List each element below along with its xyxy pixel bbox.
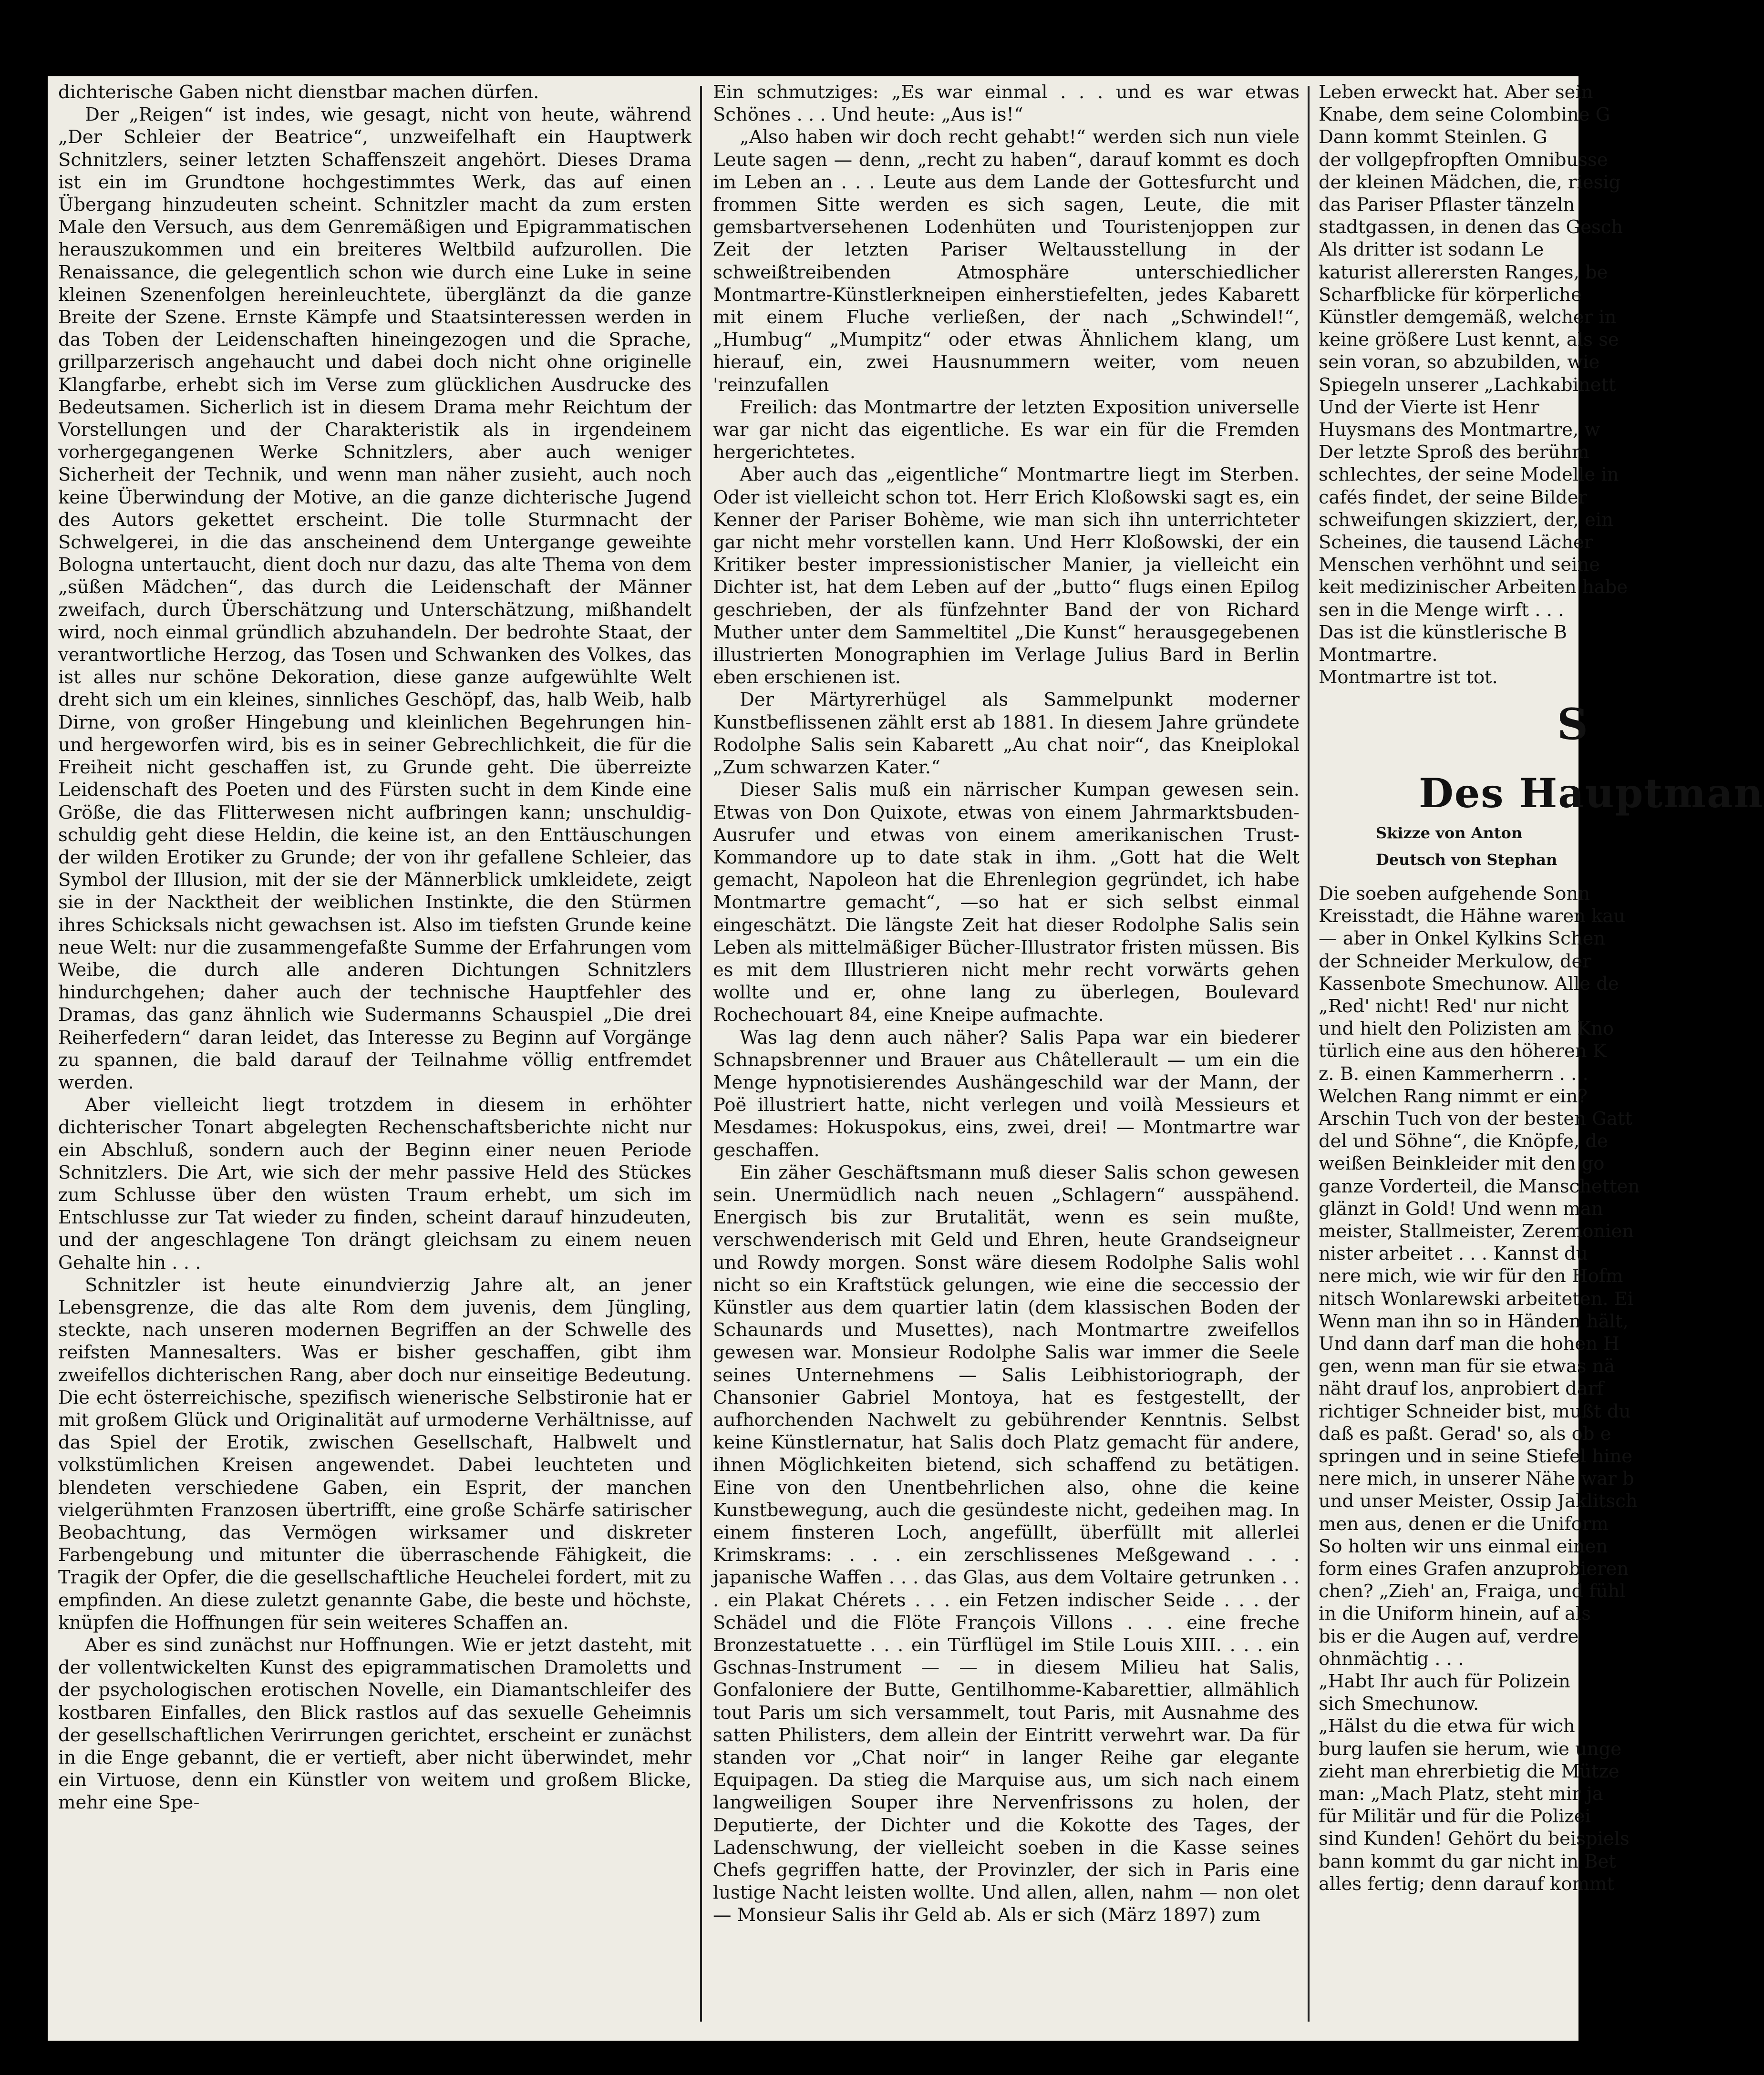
text-line: keine größere Lust kennt, als se bbox=[1319, 329, 1619, 351]
text-line: Huysmans des Montmartre, w bbox=[1319, 419, 1600, 441]
text-line: der kleinen Mädchen, die, riesig bbox=[1319, 171, 1621, 193]
text-line: Knabe, dem seine Colombine G bbox=[1319, 104, 1610, 126]
paragraph: Freilich: das Montmartre der letzten Exposition universelle war gar nicht das eigentliche. Es war ein für die Fremden hergerichtetes. bbox=[713, 396, 1300, 463]
text-line: Spiegeln unserer „Lachkabinett bbox=[1319, 374, 1616, 396]
text-line: sen in die Menge wirft . . . bbox=[1319, 599, 1564, 621]
paragraph: Schnitzler ist heute einundvierzig Jahre alt, an jener Lebensgrenze, die das alte Rom dem juvenis, dem Jüngling, steckte, nach unseren modernen Begriffen an der Schwelle des reifsten Mannesalters. Was er bisher geschaffen, gibt ihm zweifellos dichterischen Rang, aber doch nur einseitige Bedeutung. Die echt österreichische, spezifisch wienerische Selbstironie hat er mit großem Glück und Originalität auf urmoderne Verhältnisse, auf das Spiel der Erotik, zwischen Gesellschaft, Halbwelt und volkstümlichen Kreisen angewendet. Dabei leuchteten und blendeten verschiedene Gaben, ein Esprit, der manchen vielgerühmten Franzosen übertrifft, eine große Schärfe satirischer Beobachtung, das Vermögen wirksamer und diskreter Farbengebung und mitunter die überraschende Fähigkeit, die Tragik der Opfer, die die gesellschaftliche Heuchelei fordert, mit zu empfinden. An diese zuletzt genannte Gabe, die beste und höchste, knüpfen die Hoffnungen für sein weiteres Schaffen an. bbox=[58, 1274, 691, 1633]
newspaper-page bbox=[48, 76, 1764, 2041]
text-line: sind Kunden! Gehört du beispiels bbox=[1319, 1828, 1630, 1850]
text-line: Künstler demgemäß, welcher in bbox=[1319, 307, 1617, 329]
column-right bbox=[1314, 81, 1764, 2026]
text-line: cafés findet, der seine Bilder bbox=[1319, 486, 1587, 508]
text-line: sein voran, so abzubilden, wie bbox=[1319, 351, 1600, 373]
text-line: „Hälst du die etwa für wich bbox=[1319, 1715, 1575, 1737]
text-line: für Militär und für die Polizei bbox=[1319, 1806, 1591, 1828]
text-line: in die Uniform hinein, auf als bbox=[1319, 1603, 1591, 1625]
text-line: der vollgepfropften Omnibusse bbox=[1319, 149, 1608, 171]
section-initial: S bbox=[1557, 699, 1588, 750]
column-divider bbox=[1308, 86, 1310, 2022]
text-line: sich Smechunow. bbox=[1319, 1693, 1479, 1715]
text-line: Welchen Rang nimmt er ein? bbox=[1319, 1085, 1588, 1107]
text-line: stadtgassen, in denen das Gesch bbox=[1319, 216, 1623, 238]
text-line: nister arbeitet . . . Kannst du bbox=[1319, 1243, 1588, 1265]
text-line: schweifungen skizziert, der, ein bbox=[1319, 509, 1613, 531]
paragraph: dichterische Gaben nicht dienstbar machen dürfen. bbox=[58, 82, 539, 103]
text-line: Als dritter ist sodann Le bbox=[1319, 239, 1544, 261]
text-line: Die soeben aufgehende Sonn bbox=[1319, 883, 1590, 904]
text-line: glänzt in Gold! Und wenn man bbox=[1319, 1198, 1603, 1220]
text-line: weißen Beinkleider mit den go bbox=[1319, 1153, 1605, 1175]
text-line: Scharfblicke für körperliche bbox=[1319, 284, 1582, 306]
article-byline: Skizze von Anton bbox=[1376, 824, 1523, 842]
paragraph: Dieser Salis muß ein närrischer Kumpan gewesen sein. Etwas von Don Quixote, etwas von einem Jahrmarktsbuden-Ausrufer und etwas von einem amerikanischen Trust-Kommandore up to date stak in ihm. „Gott hat die Welt gemacht, Napoleon hat die Ehrenlegion gegründet, ich habe Montmartre gemacht“, —so hat er sich selbst einmal eingeschätzt. Die längste Zeit hat dieser Rodolphe Salis sein Leben als mittelmäßiger Bücher-Illustrator fristen müssen. Bis es mit dem Illustrieren nicht mehr recht vorwärts gehen wollte und er, ohne lang zu überlegen, Boulevard Rochechouart 84, eine Kneipe aufmachte. bbox=[713, 779, 1300, 1026]
text-line: ohnmächtig . . . bbox=[1319, 1648, 1464, 1670]
text-line: del und Söhne“, die Knöpfe, de bbox=[1319, 1130, 1608, 1152]
article-end-montmartre bbox=[1319, 81, 1628, 688]
article-body-hauptmann bbox=[1319, 883, 1640, 1895]
text-line: nere mich, wie wir für den Hofm bbox=[1319, 1265, 1623, 1287]
text-line: form eines Grafen anzuprobieren bbox=[1319, 1558, 1629, 1580]
text-line: springen und in seine Stiefel hine bbox=[1319, 1445, 1633, 1467]
text-line: das Pariser Pflaster tänzeln bbox=[1319, 194, 1575, 216]
text-line: — aber in Onkel Kylkins Schen bbox=[1319, 928, 1606, 950]
column-middle bbox=[708, 81, 1304, 2026]
text-line: schlechtes, der seine Modelle in bbox=[1319, 464, 1619, 486]
text-line: türlich eine aus den höheren K bbox=[1319, 1040, 1607, 1062]
paragraph: Aber vielleicht liegt trotzdem in diesem in erhöhter dichterischer Tonart abgelegten Rechenschaftsberichte nicht nur ein Abschluß, sondern auch der Beginn einer neuen Periode Schnitzlers. Die Art, wie sich der mehr passive Held des Stückes zum Schlusse über den wüsten Traum erhebt, um sich im Entschlusse zur Tat wieder zu finden, scheint darauf hinzudeuten, und der angeschlagene Ton drängt gleichsam zu einem neuen Gehalte hin . . . bbox=[58, 1094, 691, 1274]
text-line: Und dann darf man die hohen H bbox=[1319, 1333, 1620, 1355]
text-line: Arschin Tuch von der besten Gatt bbox=[1319, 1108, 1632, 1130]
text-line: und unser Meister, Ossip Jaklitsch bbox=[1319, 1490, 1638, 1512]
text-line: burg laufen sie herum, wie unge bbox=[1319, 1738, 1622, 1760]
text-line: Und der Vierte ist Henr bbox=[1319, 396, 1539, 418]
paragraph: Der Märtyrerhügel als Sammelpunkt moderner Kunstbeflissenen zählt erst ab 1881. In diesem Jahre gründete Rodolphe Salis sein Kabarett „Au chat noir“, das Kneiplokal „Zum schwarzen Kater.“ bbox=[713, 689, 1300, 779]
text-line: ganze Vorderteil, die Manschetten bbox=[1319, 1175, 1640, 1197]
text-line: bis er die Augen auf, verdre bbox=[1319, 1625, 1579, 1647]
text-line: Montmartre. bbox=[1319, 644, 1438, 666]
text-line: keit medizinischer Arbeiten habe bbox=[1319, 576, 1628, 598]
text-line: nitsch Wonlarewski arbeiteten. Ei bbox=[1319, 1288, 1634, 1310]
text-line: näht drauf los, anprobiert darf bbox=[1319, 1378, 1604, 1400]
paragraph: Aber es sind zunächst nur Hoffnungen. Wie er jetzt dasteht, mit der vollentwickelten Kunst des epigrammatischen Dramoletts und der psychologischen erotischen Novelle, ein Diamantschleifer des kostbaren Einfalles, den Blick rastlos auf das sexuelle Geheimnis der gesellschaftlichen Verirrungen gerichtet, erscheint er zunächst in die Enge gebannt, die er vertieft, aber nicht überwindet, mehr ein Virtuose, denn ein Künstler von weitem und großem Blicke, mehr eine Spe- bbox=[58, 1634, 691, 1814]
text-line: Menschen verhöhnt und seine bbox=[1319, 554, 1600, 576]
paragraph: Was lag denn auch näher? Salis Papa war ein biederer Schnapsbrenner und Brauer aus Châtellerault — um ein die Menge hypnotisierendes Aushängeschild war der Mann, der Poë illustriert hatte, nicht verlegen und voilà Messieurs et Mesdames: Hokuspokus, eins, zwei, drei! — Montmartre war geschaffen. bbox=[713, 1027, 1300, 1161]
text-line: der Schneider Merkulow, der bbox=[1319, 950, 1591, 972]
text-line: men aus, denen er die Uniform bbox=[1319, 1513, 1609, 1535]
text-line: Das ist die künstlerische B bbox=[1319, 621, 1567, 643]
text-line: richtiger Schneider bist, mußt du bbox=[1319, 1400, 1631, 1422]
text-line: daß es paßt. Gerad' so, als ob e bbox=[1319, 1423, 1611, 1445]
paragraph: Der „Reigen“ ist indes, wie gesagt, nicht von heute, während „Der Schleier der Beatrice“, unzweifelhaft ein Hauptwerk Schnitzlers, seiner letzten Schaffenszeit angehört. Dieses Drama ist ein im Grundtone hochgestimmtes Werk, das auf einen Übergang hinzudeuten scheint. Schnitzler macht da zum ersten Male den Versuch, aus dem Genremäßigen und Epigrammatischen herauszukommen und ein breiteres Weltbild aufzurollen. Die Renaissance, die gelegentlich schon wie durch eine Luke in seine kleinen Szenenfolgen hereinleuchtete, überglänzt da die ganze Breite der Szene. Ernste Kämpfe und Staatsinteressen werden in das Toben der Leidenschaften hineingezogen und die Sprache, grillparzerisch angehaucht und dabei doch nicht ohne originelle Klangfarbe, erhebt sich im Verse zum glücklichen Ausdrucke des Bedeutsamen. Sicherlich ist in diesem Drama mehr Reichtum der Vorstellungen und der Charakteristik als in irgendeinem vorhergegangenen Werke Schnitzlers, aber auch weniger Sicherheit der Technik, und wenn man näher zusieht, auch noch keine Überwindung der Motive, an die ganze dichterische Jugend des Autors gekettet erscheint. Die tolle Sturmnacht der Schwelgerei, in die das anscheinend dem Untergange geweihte Bologna untertaucht, dient doch nur dazu, das alte Thema von dem „süßen Mädchen“, das durch die Leidenschaft der Männer zweifach, durch Überschätzung und Unterschätzung, mißhandelt wird, noch einmal gründlich abzuhandeln. Der bedrohte Staat, der verantwortliche Herzog, das Tosen und Schwanken des Volkes, das ist alles nur schöne Dekoration, diese ganze aufgewühlte Welt dreht sich um ein kleines, sinnliches Geschöpf, das, halb Weib, halb Dirne, von großer Hingebung und kleinlichen Begehrungen hin- und hergeworfen wird, bis es in seiner Gebrechlichkeit, die für die Freiheit nicht geschaffen ist, zu Grunde geht. Die überreizte Leidenschaft des Poeten und des Fürsten sucht in dem Kinde eine Größe, die das Flitterwesen nicht aufbringen kann; unschuldig-schuldig geht diese Heldin, die keine ist, an den Enttäuschungen der wilden Erotiker zu Grunde; der von ihr gefallene Schleier, das Symbol der Illusion, mit der sie der Männerblick umkleidete, zeigt sie in der Nacktheit der weiblichen Instinkte, die den Stürmen ihres Schicksals nicht gewachsen ist. Also im tiefsten Grunde keine neue Welt: nur die zusammengefaßte Summe der Erfahrungen vom Weibe, die durch alle anderen Dichtungen Schnitzlers hindurchgehen; daher auch der technische Hauptfehler des Dramas, das ganz ähnlich wie Sudermanns Schauspiel „Die drei Reiherfedern“ daran leidet, das Interesse zu Beginn auf Vorgänge zu spannen, die bald darauf der Teilnahme völlig entfremdet werden. bbox=[58, 104, 691, 1093]
text-line: meister, Stallmeister, Zeremonien bbox=[1319, 1220, 1634, 1242]
text-line: und hielt den Polizisten am Kno bbox=[1319, 1018, 1614, 1040]
text-line: alles fertig; denn darauf kommt bbox=[1319, 1873, 1614, 1895]
text-line: Kreisstadt, die Hähne waren kau bbox=[1319, 905, 1626, 927]
text-line: Scheines, die tausend Lächer bbox=[1319, 532, 1593, 554]
text-line: man: „Mach Platz, steht mir ja bbox=[1319, 1783, 1603, 1805]
text-line: Montmartre ist tot. bbox=[1319, 667, 1498, 688]
paragraph: Ein schmutziges: „Es war einmal . . . und es war etwas Schönes . . . Und heute: „Aus is!“ bbox=[713, 82, 1300, 126]
text-line: Wenn man ihn so in Händen hält, bbox=[1319, 1310, 1629, 1332]
text-line: So holten wir uns einmal einen bbox=[1319, 1535, 1608, 1557]
paragraph: Aber auch das „eigentliche“ Montmartre liegt im Sterben. Oder ist vielleicht schon tot. Herr Erich Kloßowski sagt es, ein Kenner der Pariser Bohème, wie man sich ihn unterrichteter gar nicht mehr vorstellen kann. Und Herr Kloßowski, der ein Kritiker bester impressionistischer Manier, ja vielleicht ein Dichter ist, hat dem Leben auf der „butto“ flugs einen Epilog geschrieben, der als fünfzehnter Band der von Richard Muther unter dem Sammeltitel „Die Kunst“ herausgegebenen illustrierten Monographien im Verlage Julius Bard in Berlin eben erschienen ist. bbox=[713, 464, 1300, 688]
text-line: Dann kommt Steinlen. G bbox=[1319, 126, 1547, 148]
text-line: chen? „Zieh' an, Fraiga, und fühl bbox=[1319, 1581, 1626, 1602]
text-line: zieht man ehrerbietig die Mütze bbox=[1319, 1760, 1620, 1782]
column-divider bbox=[700, 86, 702, 2022]
paragraph: Ein zäher Geschäftsmann muß dieser Salis schon gewesen sein. Unermüdlich nach neuen „Schlagern“ ausspähend. Energisch bis zur Brutalität, wenn es sein mußte, verschwenderisch mit Geld und Ehren, heute Grandseigneur und Rowdy morgen. Sonst wäre diesem Rodolphe Salis wohl nicht so ein Kraftstück gelungen, wie eine die seccessio der Künstler aus dem quartier latin (dem klassischen Boden der Schaunards und Musettes), nach Montmartre zweifellos gewesen war. Monsieur Rodolphe Salis war immer die Seele seines Unternehmens — Salis Leibhistoriograph, der Chansonier Gabriel Montoya, hat es festgestellt, der aufhorchenden Nachwelt zu gebührender Kenntnis. Selbst keine Künstlernatur, hat Salis doch Platz gemacht für andere, ihnen Möglichkeiten bietend, sich schaffend zu betätigen. Eine von den Unentbehrlichen also, ohne die keine Kunstbewegung, auch die gesündeste nicht, gedeihen mag. In einem finsteren Loch, angefüllt, überfüllt mit allerlei Krimskrams: . . . ein zerschlissenes Meßgewand . . . japanische Waffen . . . das Glas, aus dem Voltaire getrunken . . . ein Plakat Chérets . . . ein Fetzen indischer Seide . . . der Schädel und die Flöte François Villons . . . eine freche Bronzestatuette . . . ein Türflügel im Stile Louis XIII. . . . ein Gschnas-Instrument — — in diesem Milieu hat Salis, Gonfaloniere der Butte, Gentilhomme-Kabarettier, allmählich tout Paris um sich versammelt, tout Paris, mit Ausnahme des satten Philisters, dem allein der Eintritt verwehrt war. Da für standen vor „Chat noir“ in langer Reihe gar elegante Equipagen. Da stieg die Marquise aus, um sich nach einem langweiligen Souper ihre Nervenfrissons zu holen, der Deputierte, der Dichter und die Kokotte des Tages, der Ladenschwung, der vielleicht soeben in die Kasse seines Chefs gegriffen hatte, der Provinzler, der sich in Paris eine lustige Nacht leisten wollte. Und allen, allen, nahm — non olet — Monsieur Salis ihr Geld ab. Als er sich (März 1897) zum bbox=[713, 1161, 1300, 1926]
column-left bbox=[48, 81, 696, 2026]
text-line: katurist allerersten Ranges, be bbox=[1319, 261, 1608, 283]
text-line: z. B. einen Kammerherrn . . . bbox=[1319, 1063, 1589, 1085]
text-line: „Habt Ihr auch für Polizein bbox=[1319, 1671, 1570, 1692]
article-headline: Des Hauptman bbox=[1419, 770, 1764, 817]
text-line: bann kommt du gar nicht in Bet bbox=[1319, 1850, 1616, 1872]
text-line: Der letzte Sproß des berühm bbox=[1319, 442, 1589, 463]
text-line: „Red' nicht! Red' nur nicht bbox=[1319, 995, 1569, 1017]
paragraph: „Also haben wir doch recht gehabt!“ werden sich nun viele Leute sagen — denn, „recht zu haben“, darauf kommt es doch im Leben an . . . Leute aus dem Lande der Gottesfurcht und frommen Sitte werden es sich sagen, Leute, die mit gemsbartversehenen Lodenhüten und Touristenjoppen zur Zeit der letzten Pariser Weltausstellung in der schweißtreibenden Atmosphäre unterschiedlicher Montmartre-Künstlerkneipen einherstiefelten, jedes Kabarett mit einem Fluche verließen, der nach „Schwindel!“, „Humbug“ „Mumpitz“ oder etwas Ähnlichem klang, um hierauf, ein, zwei Hausnummern weiter, vom neuen 'reinzufallen bbox=[713, 126, 1300, 396]
text-line: nere mich, in unserer Nähe war b bbox=[1319, 1468, 1634, 1490]
text-line: gen, wenn man für sie etwas nä bbox=[1319, 1356, 1615, 1377]
text-line: Kassenbote Smechunow. Alle de bbox=[1319, 973, 1619, 995]
text-line: Leben erweckt hat. Aber sein bbox=[1319, 82, 1593, 103]
article-translator: Deutsch von Stephan bbox=[1376, 850, 1558, 869]
